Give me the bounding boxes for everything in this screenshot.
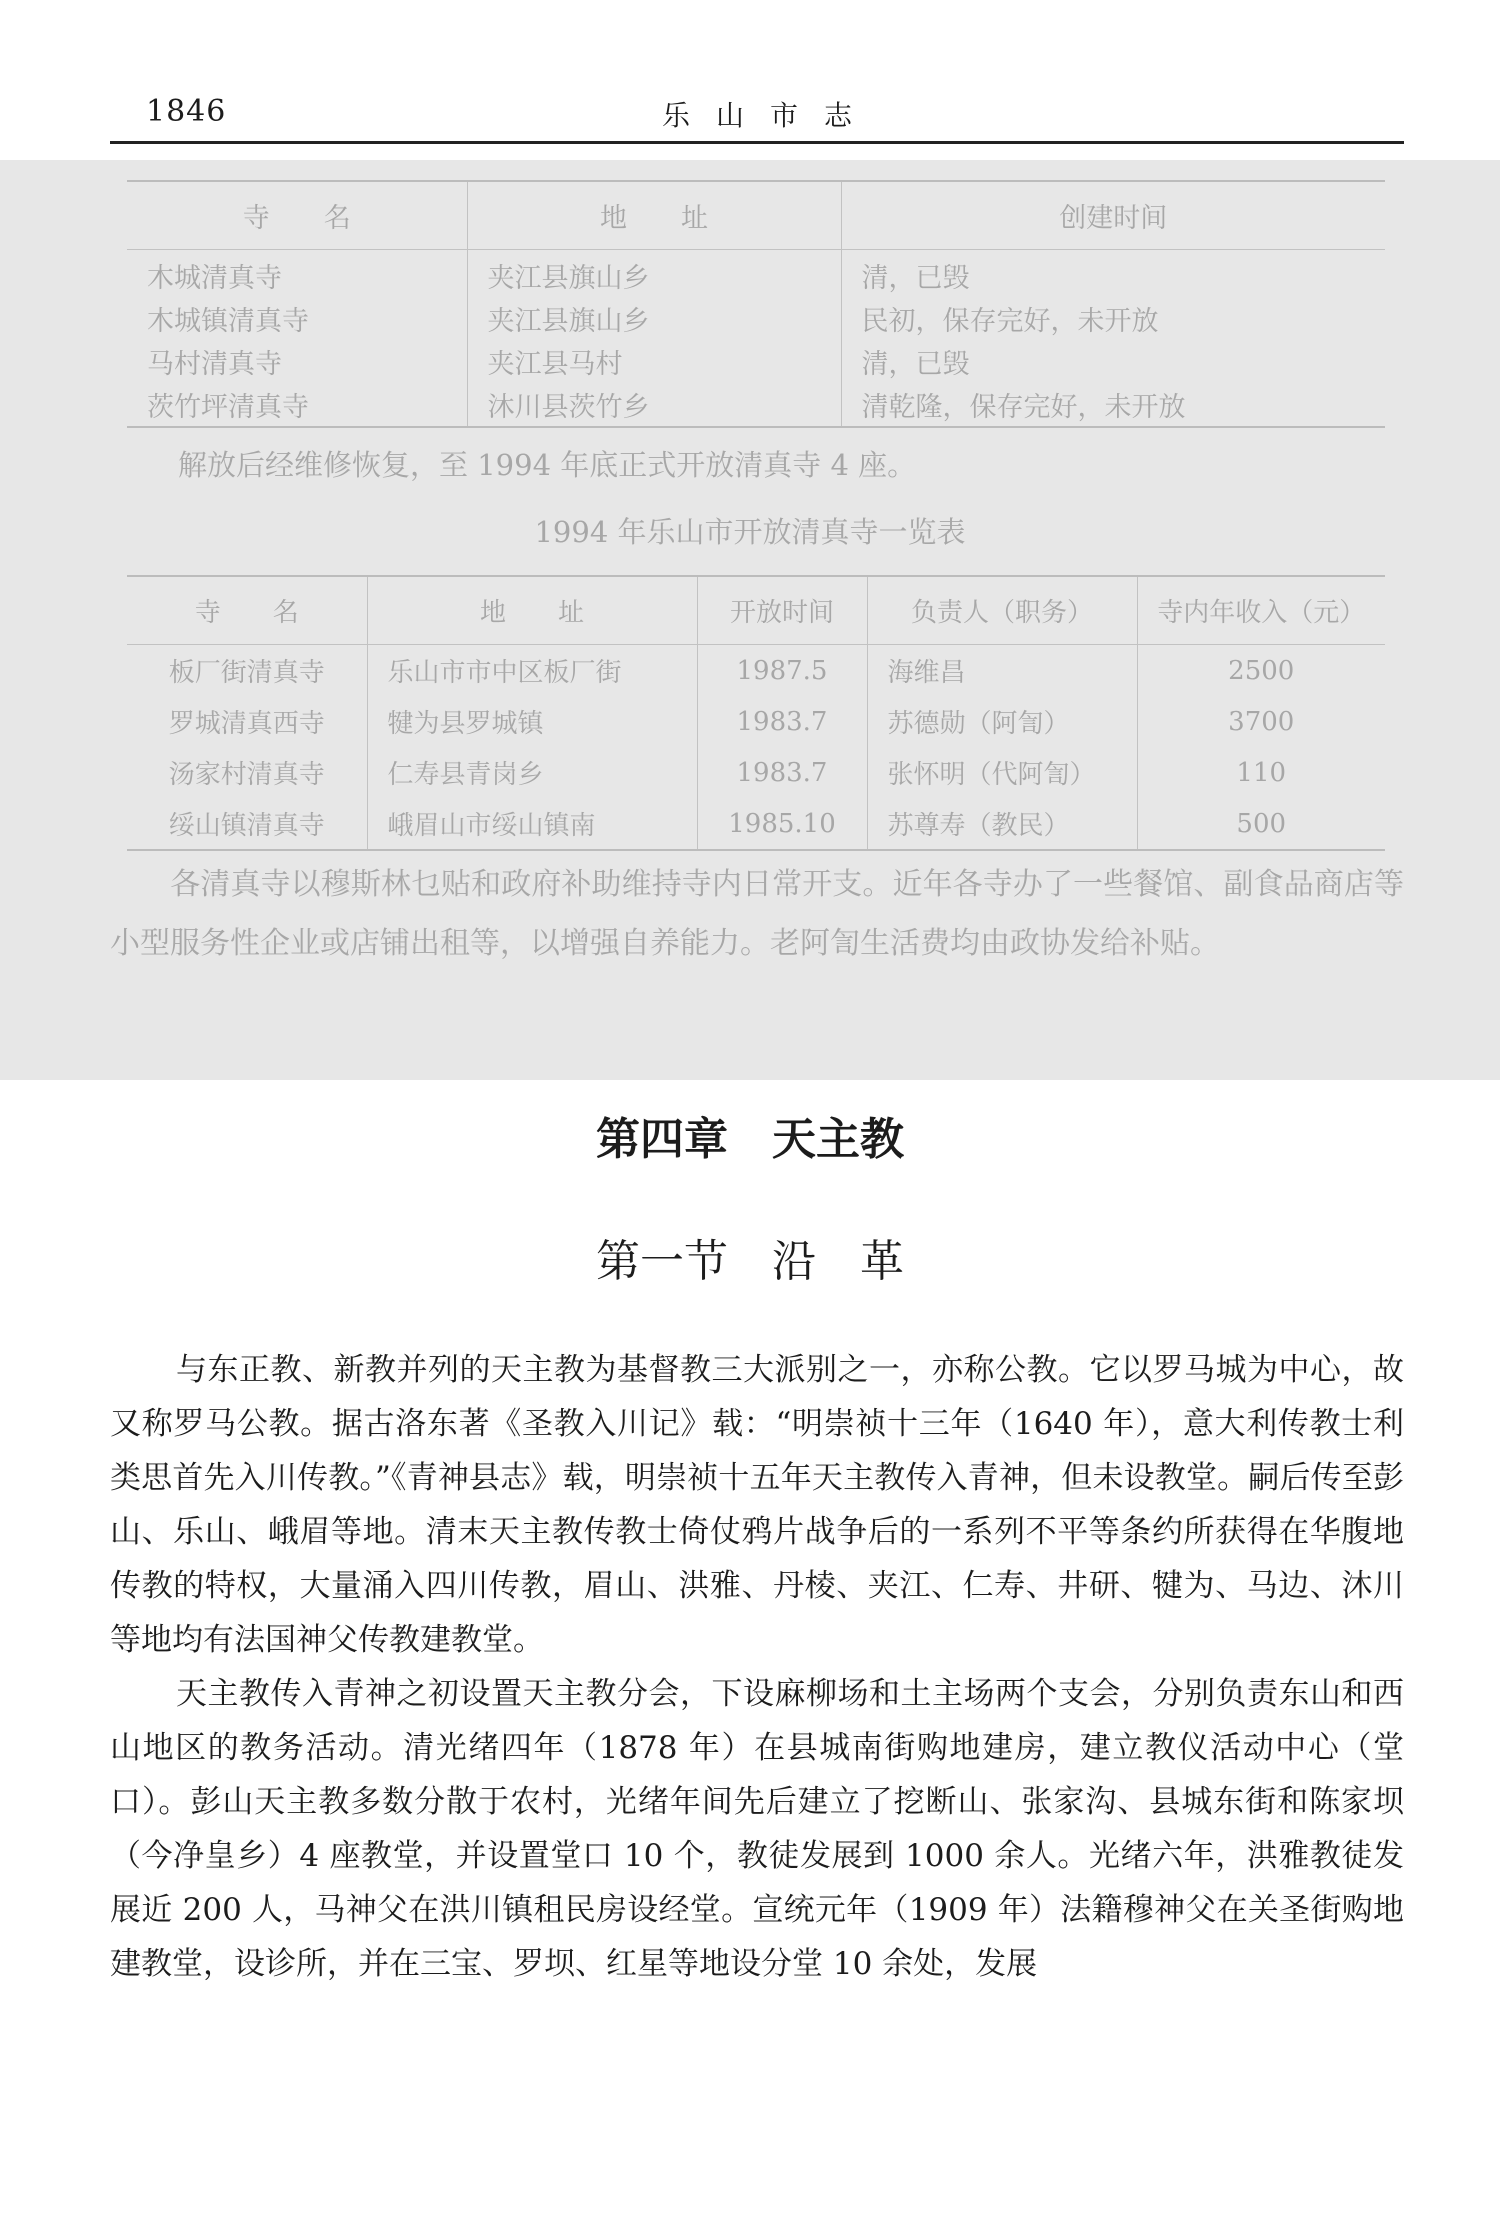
body-paragraph: 与东正教、新教并列的天主教为基督教三大派别之一，亦称公教。它以罗马城为中心，故又称罗马公教。据古洛东著《圣教入川记》载：“明崇祯十三年（1640 年），意大利传教士利类思首先入川传教。”《青神县志》载，明崇祯十五年天主教传入青神，但未设教堂。嗣后传至彭山、乐山、峨眉等地。清末天主教传教士倚仗鸦片战争后的一系列不平等条约所获得在华腹地传教的特权，大量涌入四川传教，眉山、洪雅、丹棱、夹江、仁寿、井研、犍为、马边、沐川等地均有法国神父传教建教堂。 — [110, 1352, 1404, 1658]
header-rule — [110, 141, 1404, 144]
column-header: 开放时间 — [697, 576, 867, 645]
paragraph-restoration-note: 解放后经维修恢复，至 1994 年底正式开放清真寺 4 座。 — [178, 448, 917, 482]
page-header — [110, 86, 1404, 138]
table-row — [127, 645, 1385, 697]
column-header: 地 址 — [467, 181, 841, 250]
table-cell: 3700 — [1137, 696, 1385, 747]
table-row — [127, 747, 1385, 798]
column-header: 地 址 — [367, 576, 697, 645]
table-header-row — [127, 576, 1385, 645]
table-cell: 海维昌 — [867, 645, 1137, 697]
table-cell: 清，已毁 — [841, 250, 1385, 298]
table-cell: 张怀明（代阿訇） — [867, 747, 1137, 798]
table-cell: 乐山市市中区板厂街 — [367, 645, 697, 697]
table-cell: 木城清真寺 — [147, 263, 282, 294]
table-cell: 汤家村清真寺 — [168, 760, 325, 790]
table-cell: 马村清真寺 — [147, 349, 282, 380]
chapter-title: 第四章 天主教 — [596, 1114, 904, 1165]
column-header: 创建时间 — [841, 181, 1385, 250]
table-row — [127, 696, 1385, 747]
column-header: 负责人（职务） — [867, 576, 1137, 645]
body-text — [110, 1343, 1404, 1991]
table-cell: 1987.5 — [697, 645, 867, 697]
paragraph-mosque-funding: 各清真寺以穆斯林乜贴和政府补助维持寺内日常开支。近年各寺办了一些餐馆、副食品商店等小型服务性企业或店铺出租等，以增强自养能力。老阿訇生活费均由政协发给补贴。 — [110, 867, 1404, 961]
table-cell: 犍为县罗城镇 — [367, 696, 697, 747]
table-cell: 夹江县旗山乡 — [467, 297, 841, 340]
table-cell: 110 — [1137, 747, 1385, 798]
table-row — [127, 250, 1385, 298]
table-row — [127, 297, 1385, 340]
column-header: 寺内年收入（元） — [1137, 576, 1385, 645]
table-cell: 峨眉山市绥山镇南 — [367, 798, 697, 850]
table-cell: 夹江县马村 — [467, 340, 841, 383]
grayed-out-region — [0, 160, 1500, 1080]
table-cell: 茨竹坪清真寺 — [147, 392, 309, 423]
table-header-row — [127, 181, 1385, 250]
table-cell: 1985.10 — [697, 798, 867, 850]
table-cell: 2500 — [1137, 645, 1385, 697]
table-cell: 1983.7 — [697, 696, 867, 747]
table-cell: 500 — [1137, 798, 1385, 850]
column-header: 寺 名 — [127, 181, 467, 250]
table-cell: 罗城清真西寺 — [168, 709, 325, 739]
table-cell: 1983.7 — [697, 747, 867, 798]
mosque-history-table — [127, 180, 1385, 428]
table-cell: 清乾隆，保存完好，未开放 — [841, 383, 1385, 427]
table-cell: 木城镇清真寺 — [147, 306, 309, 337]
table-cell: 夹江县旗山乡 — [467, 250, 841, 298]
page-number: 1846 — [146, 94, 227, 129]
table-row — [127, 798, 1385, 850]
table-cell: 沐川县茨竹乡 — [467, 383, 841, 427]
table-cell: 民初，保存完好，未开放 — [841, 297, 1385, 340]
table-cell: 清，已毁 — [841, 340, 1385, 383]
open-mosques-table — [127, 575, 1385, 851]
body-paragraph: 天主教传入青神之初设置天主教分会，下设麻柳场和土主场两个支会，分别负责东山和西山地区的教务活动。清光绪四年（1878 年）在县城南街购地建房，建立教仪活动中心（堂口）。彭山天主教多数分散于农村，光绪年间先后建立了挖断山、张家沟、县城东街和陈家坝（今净皇乡）4 座教堂，并设置堂口 10 个，教徒发展到 1000 余人。光绪六年，洪雅教徒发展近 200 人，马神父在洪川镇租民房设经堂。宣统元年（1909 年）法籍穆神父在关圣街购地建教堂，设诊所，并在三宝、罗坝、红星等地设分堂 10 余处，发展 — [110, 1676, 1404, 1982]
table-row — [127, 383, 1385, 427]
table-cell: 苏尊寿（教民） — [867, 798, 1137, 850]
table-cell: 绥山镇清真寺 — [168, 811, 325, 841]
table-cell: 板厂街清真寺 — [168, 658, 325, 688]
table-row — [127, 340, 1385, 383]
column-header: 寺 名 — [127, 576, 367, 645]
table-cell: 仁寿县青岗乡 — [367, 747, 697, 798]
running-title: 乐山市志 — [661, 99, 878, 132]
table-title: 1994 年乐山市开放清真寺一览表 — [534, 515, 966, 549]
table-cell: 苏德勋（阿訇） — [867, 696, 1137, 747]
section-title: 第一节 沿 革 — [596, 1236, 904, 1287]
